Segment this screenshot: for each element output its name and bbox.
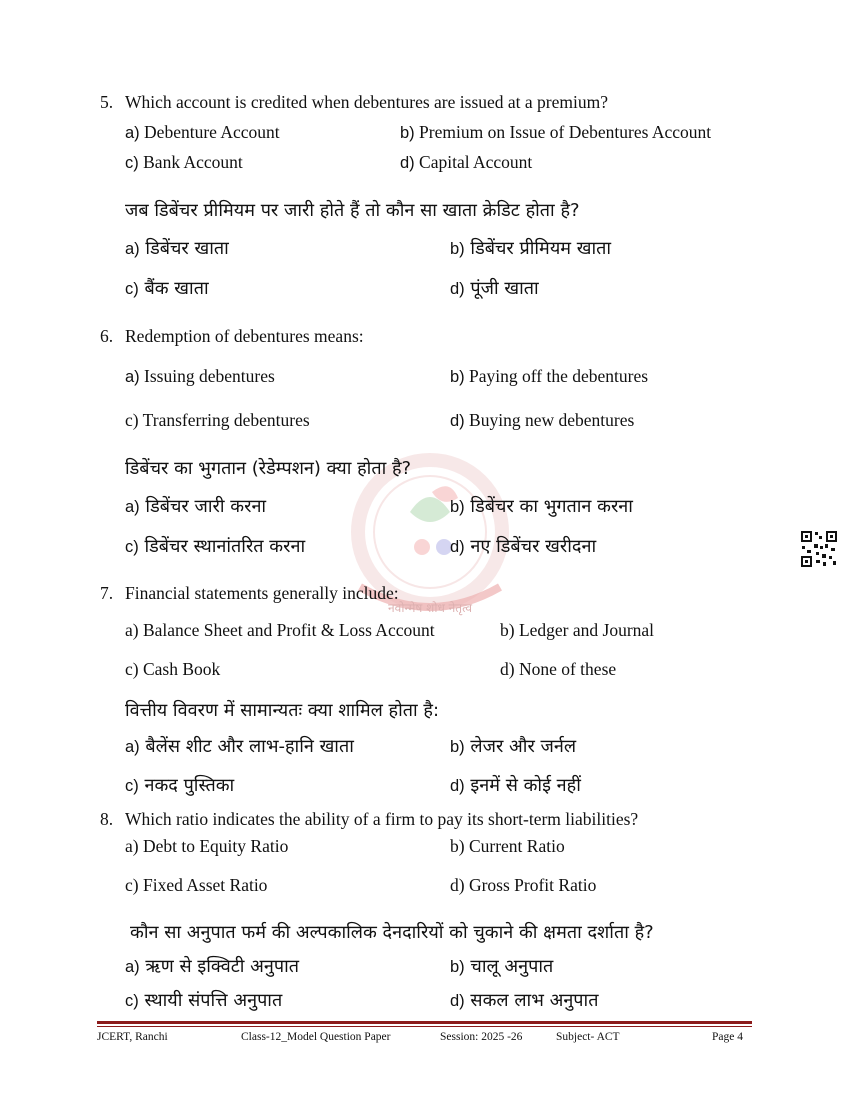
question-5-number: 5. — [100, 92, 114, 112]
option-label: b) — [400, 124, 415, 142]
question-8-text-hi: कौन सा अनुपात फर्म की अल्पकालिक देनदारियों को चुकाने की क्षमता दर्शाता है? — [130, 922, 654, 943]
q5-option-a-hi: a) डिबेंचर खाता — [125, 238, 229, 259]
q7-option-b-en: b) Ledger and Journal — [500, 620, 655, 640]
q5-option-b-en: b) Premium on Issue of Debentures Account — [400, 122, 712, 142]
q7-option-d-hi: d) इनमें से कोई नहीं — [450, 775, 581, 796]
question-6-text-en: Redemption of debentures means: — [125, 326, 364, 346]
option-label: d) — [400, 154, 415, 172]
q5-option-b-hi: b) डिबेंचर प्रीमियम खाता — [450, 238, 612, 259]
q7-option-d-en: d) None of these — [500, 659, 617, 679]
watermark-motto: नवोन्मेष शोध नेतृत्व — [388, 601, 472, 615]
q7-option-a-hi: a) बैलेंस शीट और लाभ-हानि खाता — [125, 736, 354, 757]
option-label: c) — [125, 154, 139, 172]
q8-option-c-en: c) Fixed Asset Ratio — [125, 875, 268, 895]
q5-option-c-hi: c) बैंक खाता — [125, 278, 209, 299]
q7-option-c-hi: c) नकद पुस्तिका — [125, 775, 235, 796]
q6-option-d-hi: d) नए डिबेंचर खरीदना — [450, 536, 597, 557]
q8-option-c-hi: c) स्थायी संपत्ति अनुपात — [125, 990, 283, 1011]
q5-option-d-hi: d) पूंजी खाता — [450, 278, 539, 299]
question-7-number: 7. — [100, 583, 114, 603]
question-5-text-en: Which account is credited when debentures are issued at a premium? — [125, 92, 609, 112]
q7-option-b-hi: b) लेजर और जर्नल — [450, 736, 577, 757]
footer-org: JCERT, Ranchi — [97, 1031, 168, 1043]
q6-option-a-en: a) Issuing debentures — [125, 366, 275, 386]
option-label: a) — [125, 124, 140, 142]
q6-option-b-hi: b) डिबेंचर का भुगतान करना — [450, 496, 633, 517]
footer-session: Session: 2025 -26 — [440, 1031, 523, 1043]
q6-option-d-en: d) Buying new debentures — [450, 410, 635, 430]
footer-page-number: Page 4 — [712, 1031, 743, 1043]
question-7-text-en: Financial statements generally include: — [125, 583, 399, 603]
q8-option-d-en: d) Gross Profit Ratio — [450, 875, 597, 895]
q5-option-a-en: a) Debenture Account — [125, 122, 280, 142]
footer-paper: Class-12_Model Question Paper — [241, 1031, 391, 1043]
q7-option-a-en: a) Balance Sheet and Profit & Loss Account — [125, 620, 435, 640]
footer-subject: Subject- ACT — [556, 1031, 620, 1043]
q7-option-c-en: c) Cash Book — [125, 659, 221, 679]
q6-option-b-en: b) Paying off the debentures — [450, 366, 649, 386]
question-8-number: 8. — [100, 809, 114, 829]
q8-option-b-en: b) Current Ratio — [450, 836, 565, 856]
q8-option-b-hi: b) चालू अनुपात — [450, 956, 554, 977]
q6-option-c-en: c) Transferring debentures — [125, 410, 310, 430]
qr-code-icon — [800, 530, 838, 568]
footer-rule-thin — [97, 1026, 752, 1027]
question-8-text-en: Which ratio indicates the ability of a firm to pay its short-term liabilities? — [125, 809, 639, 829]
q8-option-d-hi: d) सकल लाभ अनुपात — [450, 990, 599, 1011]
q8-option-a-en: a) Debt to Equity Ratio — [125, 836, 289, 856]
question-5-text-hi: जब डिबेंचर प्रीमियम पर जारी होते हैं तो कौन सा खाता क्रेडिट होता है? — [125, 200, 580, 221]
question-6-number: 6. — [100, 326, 114, 346]
question-6-text-hi: डिबेंचर का भुगतान (रेडेम्पशन) क्या होता है? — [125, 458, 412, 479]
footer-rule-thick — [97, 1021, 752, 1024]
q6-option-c-hi: c) डिबेंचर स्थानांतरित करना — [125, 536, 306, 557]
q6-option-a-hi: a) डिबेंचर जारी करना — [125, 496, 267, 517]
q8-option-a-hi: a) ऋण से इक्विटी अनुपात — [125, 956, 300, 977]
q5-option-d-en: d) Capital Account — [400, 152, 533, 172]
question-7-text-hi: वित्तीय विवरण में सामान्यतः क्या शामिल होता है: — [125, 700, 440, 721]
q5-option-c-en: c) Bank Account — [125, 152, 243, 172]
